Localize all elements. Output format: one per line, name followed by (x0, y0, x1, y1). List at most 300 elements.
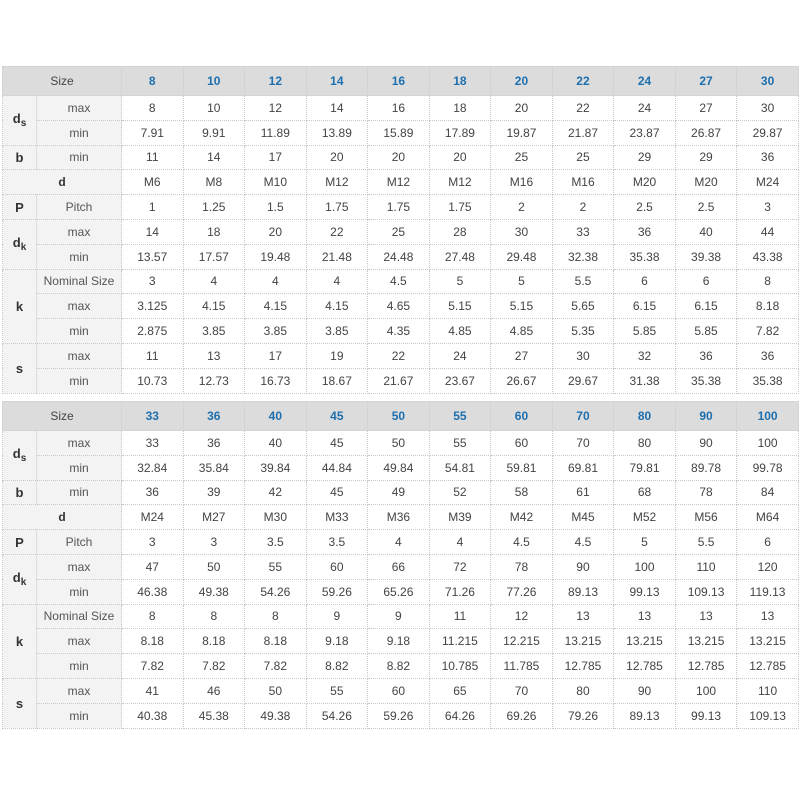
value-cell: 6.15 (614, 294, 676, 319)
value-cell: 23.87 (614, 120, 676, 145)
value-cell: 41 (122, 678, 184, 703)
value-cell: 52 (429, 480, 491, 505)
value-cell: 46.38 (122, 579, 184, 604)
value-cell: 4 (183, 269, 245, 294)
value-cell: 54.81 (429, 455, 491, 480)
size-column-header: 16 (368, 67, 430, 96)
value-cell: 59.81 (491, 455, 553, 480)
value-cell: 99.78 (737, 455, 799, 480)
value-cell: 12 (245, 96, 307, 121)
value-cell: 3.85 (183, 319, 245, 344)
value-cell: 49.38 (245, 703, 307, 728)
value-cell: 80 (552, 678, 614, 703)
value-cell: 3.5 (245, 530, 307, 555)
value-cell: 109.13 (675, 579, 737, 604)
value-cell: 24.48 (368, 244, 430, 269)
value-cell: 19 (306, 343, 368, 368)
value-cell: 5.15 (491, 294, 553, 319)
value-cell: 89.13 (552, 579, 614, 604)
table-row (3, 145, 799, 170)
dimension-symbol (3, 96, 37, 146)
value-cell: 4.5 (491, 530, 553, 555)
value-cell: 45.38 (183, 703, 245, 728)
value-cell: 2 (491, 195, 553, 220)
value-cell: 26.87 (675, 120, 737, 145)
dimension-symbol (3, 431, 37, 481)
size-column-header: 18 (429, 67, 491, 96)
dimension-symbol-subscript: k (20, 242, 27, 254)
value-cell: 18 (183, 219, 245, 244)
size-column-header: 55 (429, 402, 491, 431)
size-column-header: 10 (183, 67, 245, 96)
value-cell: 11 (122, 145, 184, 170)
value-cell: 19.48 (245, 244, 307, 269)
value-cell: 8 (183, 604, 245, 629)
value-cell: 14 (183, 145, 245, 170)
row-label: min (37, 579, 122, 604)
size-column-header: 22 (552, 67, 614, 96)
row-label: max (37, 219, 122, 244)
value-cell: M45 (552, 505, 614, 530)
value-cell: 47 (122, 554, 184, 579)
value-cell: 13.57 (122, 244, 184, 269)
size-column-header: 24 (614, 67, 676, 96)
value-cell: 12.785 (737, 654, 799, 679)
value-cell: 29.67 (552, 368, 614, 393)
value-cell: 25 (368, 219, 430, 244)
value-cell: 2.5 (614, 195, 676, 220)
value-cell: 78 (675, 480, 737, 505)
value-cell: 20 (245, 219, 307, 244)
value-cell: 1.75 (429, 195, 491, 220)
size-column-header: 45 (306, 402, 368, 431)
dimension-symbol-subscript: s (20, 453, 27, 465)
dimension-symbol-letter: b (15, 484, 24, 500)
row-label: min (37, 654, 122, 679)
value-cell: M36 (368, 505, 430, 530)
size-column-header: 40 (245, 402, 307, 431)
value-cell: 4.65 (368, 294, 430, 319)
table-row (3, 244, 799, 269)
row-label: Nominal Size (37, 269, 122, 294)
value-cell: 4.85 (429, 319, 491, 344)
value-cell: 11.215 (429, 629, 491, 654)
value-cell: 109.13 (737, 703, 799, 728)
size-column-header: 30 (737, 67, 799, 96)
value-cell: 4 (306, 269, 368, 294)
value-cell: 29.48 (491, 244, 553, 269)
value-cell: 2.5 (675, 195, 737, 220)
size-column-header: 14 (306, 67, 368, 96)
size-column-header: 8 (122, 67, 184, 96)
value-cell: 5 (491, 269, 553, 294)
value-cell: 18.67 (306, 368, 368, 393)
value-cell: 8.82 (368, 654, 430, 679)
value-cell: M6 (122, 170, 184, 195)
value-cell: 100 (614, 554, 676, 579)
value-cell: M42 (491, 505, 553, 530)
value-cell: 3 (122, 530, 184, 555)
dimension-table-1 (2, 66, 799, 394)
value-cell: 80 (614, 431, 676, 456)
value-cell: 6 (675, 269, 737, 294)
value-cell: 77.26 (491, 579, 553, 604)
value-cell: 36 (737, 343, 799, 368)
dimension-symbol-letter: d (12, 446, 21, 462)
value-cell: 89.13 (614, 703, 676, 728)
table-row (3, 455, 799, 480)
value-cell: 29 (675, 145, 737, 170)
value-cell: 10.785 (429, 654, 491, 679)
value-cell: 13.215 (675, 629, 737, 654)
value-cell: 12.785 (552, 654, 614, 679)
value-cell: 35.38 (737, 368, 799, 393)
value-cell: 2 (552, 195, 614, 220)
value-cell: 5 (429, 269, 491, 294)
value-cell: 55 (429, 431, 491, 456)
value-cell: 90 (614, 678, 676, 703)
value-cell: 9 (368, 604, 430, 629)
dimension-symbol (3, 530, 37, 555)
value-cell: 39 (183, 480, 245, 505)
value-cell: M10 (245, 170, 307, 195)
value-cell: 17 (245, 343, 307, 368)
value-cell: 4.5 (552, 530, 614, 555)
value-cell: 60 (306, 554, 368, 579)
value-cell: 8.82 (306, 654, 368, 679)
value-cell: 24 (429, 343, 491, 368)
row-label: min (37, 480, 122, 505)
dimension-symbol-letter: d (12, 570, 21, 586)
size-column-header: 36 (183, 402, 245, 431)
value-cell: 40.38 (122, 703, 184, 728)
value-cell: 79.26 (552, 703, 614, 728)
value-cell: 17.89 (429, 120, 491, 145)
value-cell: M27 (183, 505, 245, 530)
value-cell: 42 (245, 480, 307, 505)
row-label: min (37, 455, 122, 480)
value-cell: M20 (675, 170, 737, 195)
value-cell: 16.73 (245, 368, 307, 393)
value-cell: 8 (122, 604, 184, 629)
value-cell: 99.13 (675, 703, 737, 728)
dimension-symbol-letter: k (15, 298, 24, 314)
thread-size-label: d (3, 505, 122, 530)
value-cell: 26.67 (491, 368, 553, 393)
value-cell: 9.91 (183, 120, 245, 145)
value-cell: 8.18 (737, 294, 799, 319)
dimension-symbol-subscript: s (20, 118, 27, 130)
row-label: max (37, 431, 122, 456)
value-cell: 25 (491, 145, 553, 170)
value-cell: 21.48 (306, 244, 368, 269)
value-cell: 70 (491, 678, 553, 703)
value-cell: 36 (675, 343, 737, 368)
value-cell: M16 (552, 170, 614, 195)
value-cell: 3.85 (306, 319, 368, 344)
value-cell: 110 (737, 678, 799, 703)
value-cell: M64 (737, 505, 799, 530)
value-cell: 3.125 (122, 294, 184, 319)
value-cell: 6.15 (675, 294, 737, 319)
value-cell: 50 (183, 554, 245, 579)
size-column-header: 60 (491, 402, 553, 431)
value-cell: 1.75 (306, 195, 368, 220)
row-label: Pitch (37, 530, 122, 555)
value-cell: 72 (429, 554, 491, 579)
value-cell: 61 (552, 480, 614, 505)
value-cell: 22 (306, 219, 368, 244)
row-label: max (37, 96, 122, 121)
table-row (3, 554, 799, 579)
dimension-table-2 (2, 401, 799, 729)
value-cell: 9 (306, 604, 368, 629)
size-column-header: 20 (491, 67, 553, 96)
value-cell: 11.785 (491, 654, 553, 679)
value-cell: 32.38 (552, 244, 614, 269)
value-cell: 5 (614, 530, 676, 555)
value-cell: 4.15 (306, 294, 368, 319)
table-row (3, 505, 799, 530)
size-header-row (3, 67, 799, 96)
value-cell: 9.18 (368, 629, 430, 654)
row-label: min (37, 145, 122, 170)
value-cell: M12 (429, 170, 491, 195)
value-cell: 13.215 (552, 629, 614, 654)
value-cell: 20 (368, 145, 430, 170)
value-cell: 12.785 (614, 654, 676, 679)
value-cell: 3 (183, 530, 245, 555)
value-cell: 49.84 (368, 455, 430, 480)
value-cell: 4 (429, 530, 491, 555)
dimension-symbol (3, 480, 37, 505)
value-cell: 1.75 (368, 195, 430, 220)
value-cell: 21.87 (552, 120, 614, 145)
value-cell: 10 (183, 96, 245, 121)
row-label: max (37, 294, 122, 319)
value-cell: M20 (614, 170, 676, 195)
value-cell: 49 (368, 480, 430, 505)
value-cell: 43.38 (737, 244, 799, 269)
table-row (3, 120, 799, 145)
value-cell: 22 (368, 343, 430, 368)
value-cell: 7.82 (737, 319, 799, 344)
value-cell: 4 (245, 269, 307, 294)
value-cell: M16 (491, 170, 553, 195)
size-column-header: 12 (245, 67, 307, 96)
dimension-symbol-letter: P (15, 199, 24, 215)
value-cell: 36 (614, 219, 676, 244)
dimension-symbol-letter: s (15, 695, 24, 711)
value-cell: 12.73 (183, 368, 245, 393)
value-cell: 5.85 (614, 319, 676, 344)
dimension-symbol (3, 269, 37, 343)
value-cell: 54.26 (306, 703, 368, 728)
dimension-symbol (3, 554, 37, 604)
dimension-symbol-letter: b (15, 149, 24, 165)
thread-size-label: d (3, 170, 122, 195)
value-cell: 5.35 (552, 319, 614, 344)
size-column-header: 27 (675, 67, 737, 96)
value-cell: 54.26 (245, 579, 307, 604)
value-cell: 13 (737, 604, 799, 629)
value-cell: 8.18 (183, 629, 245, 654)
value-cell: M39 (429, 505, 491, 530)
value-cell: 5.15 (429, 294, 491, 319)
value-cell: 4.85 (491, 319, 553, 344)
value-cell: 13.89 (306, 120, 368, 145)
value-cell: 58 (491, 480, 553, 505)
table-row (3, 195, 799, 220)
table-row (3, 678, 799, 703)
value-cell: 70 (552, 431, 614, 456)
value-cell: 11 (429, 604, 491, 629)
size-column-header: 100 (737, 402, 799, 431)
size-column-header: 90 (675, 402, 737, 431)
value-cell: 4.15 (245, 294, 307, 319)
value-cell: 5.65 (552, 294, 614, 319)
value-cell: M30 (245, 505, 307, 530)
value-cell: 3 (122, 269, 184, 294)
value-cell: 30 (491, 219, 553, 244)
table-row (3, 96, 799, 121)
value-cell: M24 (122, 505, 184, 530)
value-cell: 84 (737, 480, 799, 505)
value-cell: 71.26 (429, 579, 491, 604)
dimension-symbol-letter: s (15, 360, 24, 376)
value-cell: 31.38 (614, 368, 676, 393)
value-cell: 27 (491, 343, 553, 368)
value-cell: 13 (614, 604, 676, 629)
value-cell: 30 (737, 96, 799, 121)
value-cell: 4.15 (183, 294, 245, 319)
value-cell: 35.84 (183, 455, 245, 480)
value-cell: 55 (245, 554, 307, 579)
value-cell: 11.89 (245, 120, 307, 145)
value-cell: 7.82 (183, 654, 245, 679)
value-cell: M33 (306, 505, 368, 530)
value-cell: 4.35 (368, 319, 430, 344)
value-cell: 69.26 (491, 703, 553, 728)
value-cell: 1 (122, 195, 184, 220)
table-row (3, 703, 799, 728)
value-cell: M8 (183, 170, 245, 195)
value-cell: 12.215 (491, 629, 553, 654)
row-label: Nominal Size (37, 604, 122, 629)
dimension-symbol-letter: d (12, 235, 21, 251)
value-cell: 17 (245, 145, 307, 170)
value-cell: 12.785 (675, 654, 737, 679)
value-cell: 40 (675, 219, 737, 244)
value-cell: 40 (245, 431, 307, 456)
value-cell: 13.215 (737, 629, 799, 654)
value-cell: 13.215 (614, 629, 676, 654)
dimension-symbol-letter: k (15, 633, 24, 649)
value-cell: 36 (737, 145, 799, 170)
value-cell: 20 (429, 145, 491, 170)
value-cell: 6 (737, 530, 799, 555)
value-cell: 4.5 (368, 269, 430, 294)
value-cell: 33 (552, 219, 614, 244)
value-cell: 69.81 (552, 455, 614, 480)
value-cell: 100 (737, 431, 799, 456)
value-cell: 15.89 (368, 120, 430, 145)
row-label: min (37, 319, 122, 344)
value-cell: 24 (614, 96, 676, 121)
value-cell: 120 (737, 554, 799, 579)
value-cell: 5.85 (675, 319, 737, 344)
value-cell: 27 (675, 96, 737, 121)
value-cell: 13 (675, 604, 737, 629)
value-cell: 30 (552, 343, 614, 368)
row-label: max (37, 343, 122, 368)
value-cell: 17.57 (183, 244, 245, 269)
value-cell: 6 (614, 269, 676, 294)
value-cell: 36 (122, 480, 184, 505)
value-cell: 79.81 (614, 455, 676, 480)
row-label: Pitch (37, 195, 122, 220)
dimension-symbol (3, 145, 37, 170)
value-cell: 100 (675, 678, 737, 703)
value-cell: 3 (737, 195, 799, 220)
value-cell: 59.26 (306, 579, 368, 604)
value-cell: 8.18 (245, 629, 307, 654)
table-row (3, 530, 799, 555)
value-cell: 49.38 (183, 579, 245, 604)
value-cell: 99.13 (614, 579, 676, 604)
row-label: min (37, 244, 122, 269)
table-row (3, 579, 799, 604)
value-cell: 28 (429, 219, 491, 244)
value-cell: 32.84 (122, 455, 184, 480)
size-column-header: 50 (368, 402, 430, 431)
value-cell: 119.13 (737, 579, 799, 604)
size-header-row (3, 402, 799, 431)
dimension-symbol-subscript: k (20, 577, 27, 589)
value-cell: 22 (552, 96, 614, 121)
row-label: min (37, 120, 122, 145)
value-cell: 18 (429, 96, 491, 121)
value-cell: 39.38 (675, 244, 737, 269)
value-cell: 65 (429, 678, 491, 703)
value-cell: 20 (491, 96, 553, 121)
value-cell: 3.85 (245, 319, 307, 344)
value-cell: 5.5 (675, 530, 737, 555)
value-cell: M52 (614, 505, 676, 530)
value-cell: 90 (675, 431, 737, 456)
value-cell: 14 (122, 219, 184, 244)
value-cell: 5.5 (552, 269, 614, 294)
table-row (3, 343, 799, 368)
value-cell: 7.82 (122, 654, 184, 679)
value-cell: 8 (122, 96, 184, 121)
value-cell: 13 (552, 604, 614, 629)
table-row (3, 480, 799, 505)
table-row (3, 170, 799, 195)
value-cell: 32 (614, 343, 676, 368)
value-cell: 25 (552, 145, 614, 170)
value-cell: M56 (675, 505, 737, 530)
dimension-symbol (3, 343, 37, 393)
value-cell: 45 (306, 431, 368, 456)
value-cell: 89.78 (675, 455, 737, 480)
table-row (3, 319, 799, 344)
value-cell: 44.84 (306, 455, 368, 480)
value-cell: 7.82 (245, 654, 307, 679)
dimension-symbol (3, 604, 37, 678)
value-cell: 2.875 (122, 319, 184, 344)
value-cell: 50 (245, 678, 307, 703)
